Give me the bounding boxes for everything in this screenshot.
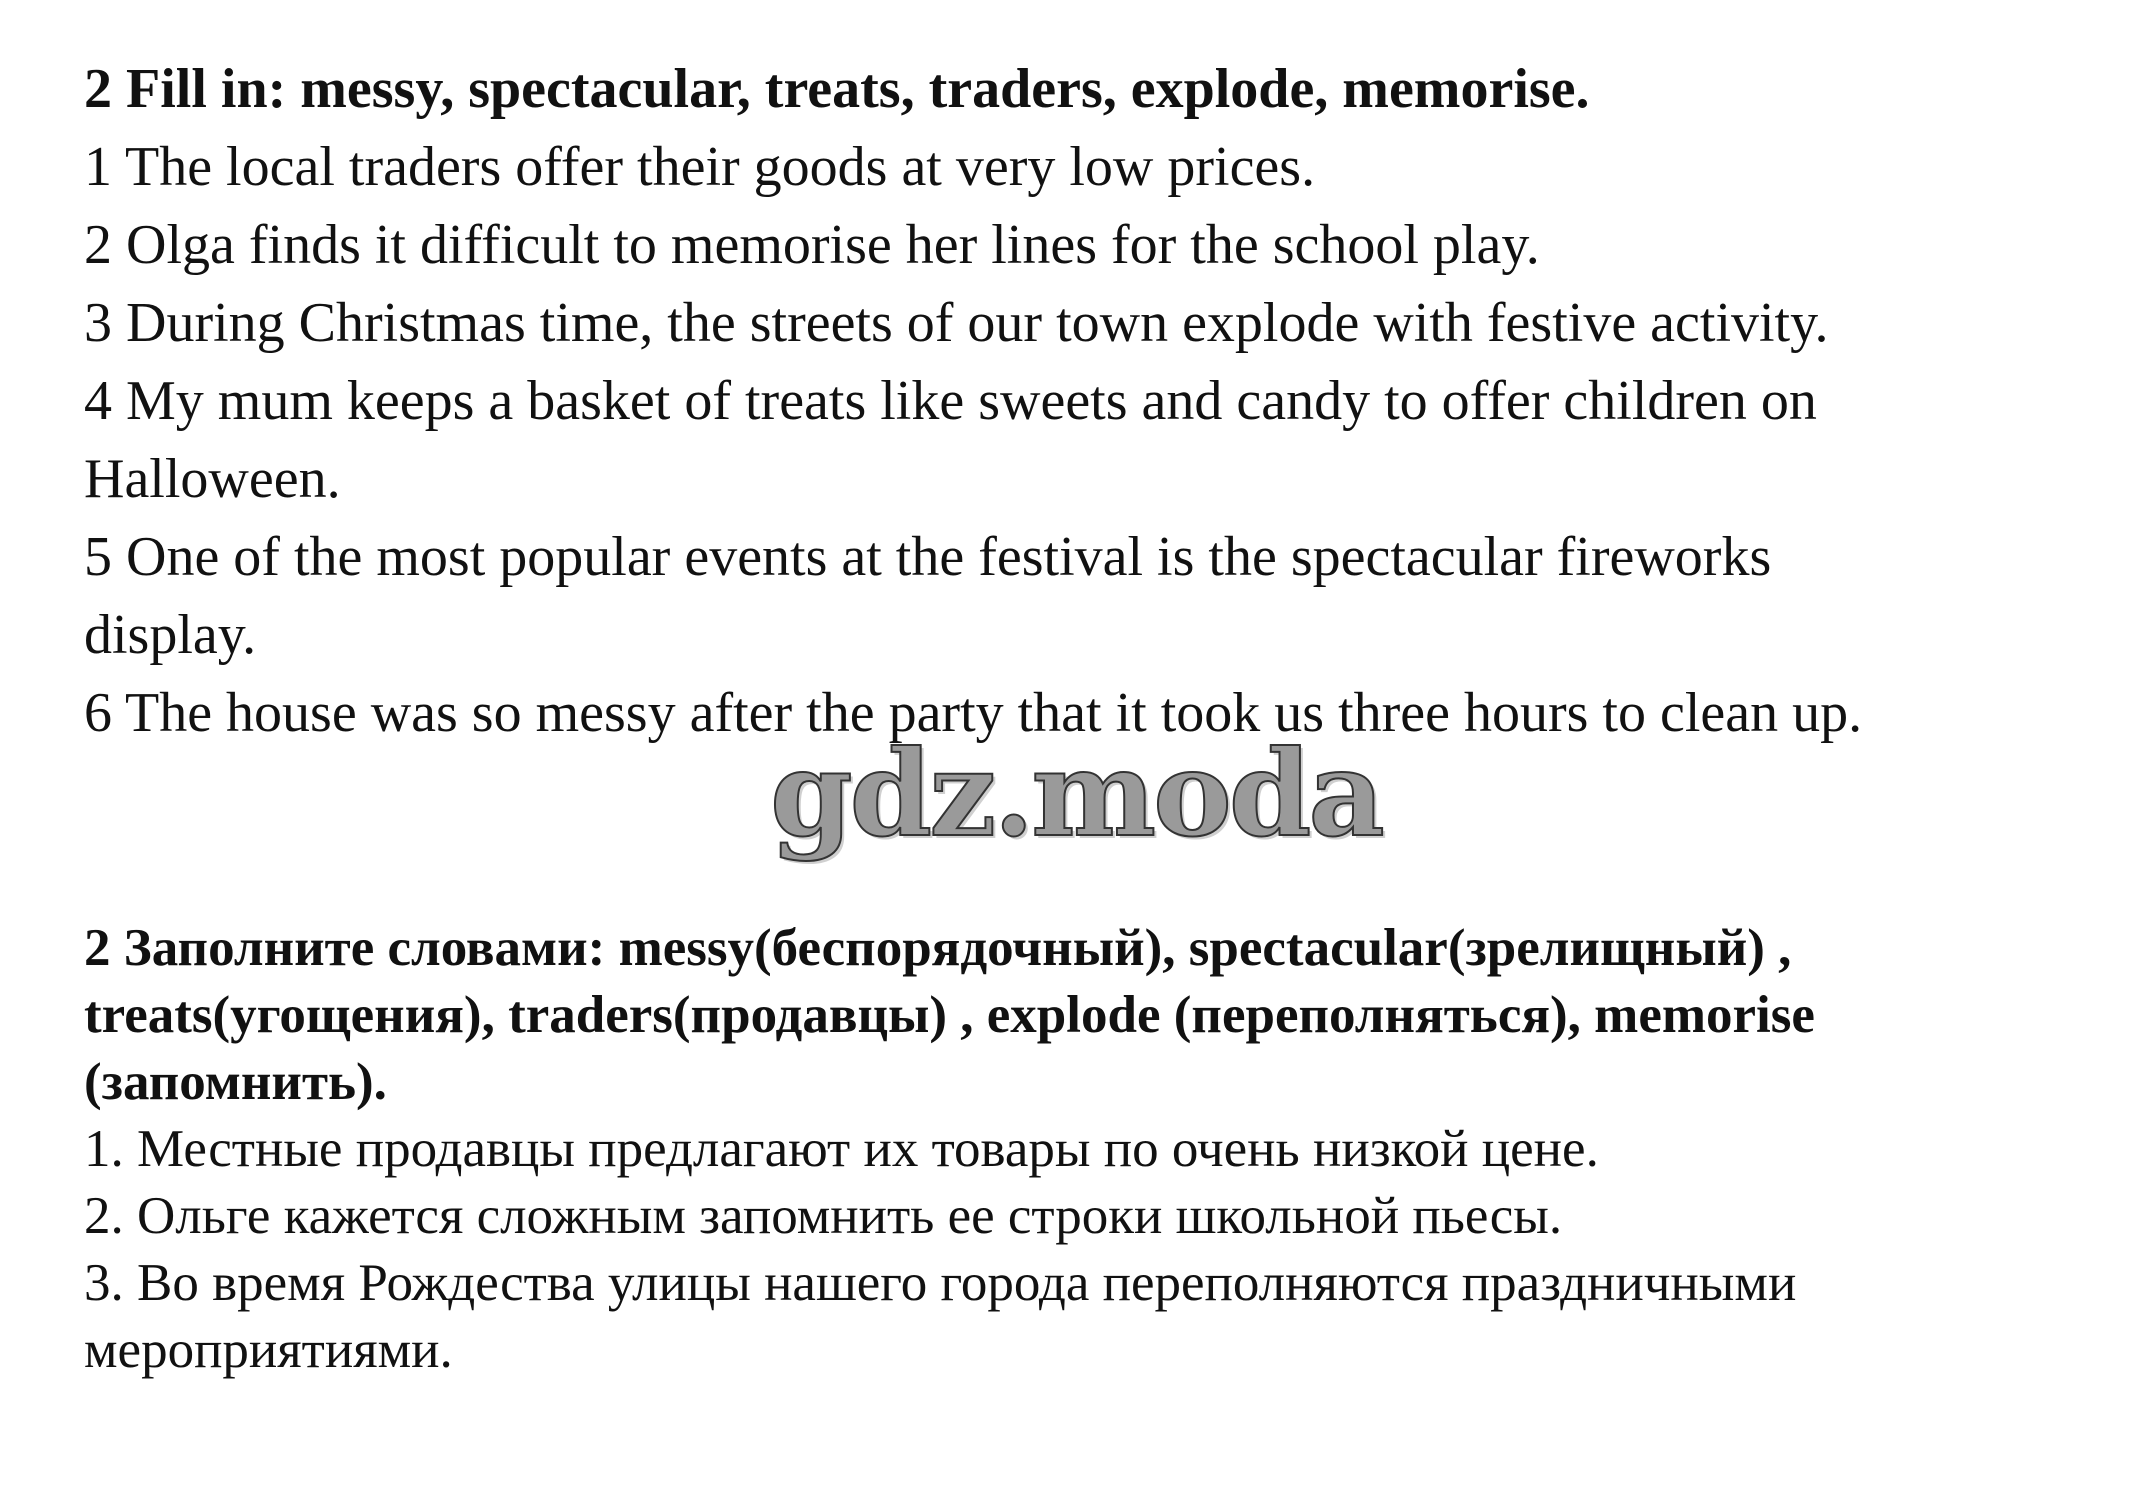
watermark-logo [0, 724, 2152, 863]
english-answer-4: 4 My mum keeps a basket of treats like sweets and candy to offer children on Halloween. [84, 370, 1817, 510]
english-answer-5: 5 One of the most popular events at the festival is the spectacular fireworks display. [84, 526, 1772, 666]
english-answers [84, 128, 2084, 752]
russian-exercise-title: 2 Заполните словами: messy(беспорядочный), spectacular(зрелищный) , treats(угощения), traders(продавцы) , explode (переполняться), memorise (запомнить). [84, 919, 1815, 1111]
english-answer-6: 6 The house was so messy after the party that it took us three hours to clean up. [84, 682, 1863, 744]
english-answer-2: 2 Olga finds it difficult to memorise her lines for the school play. [84, 214, 1540, 276]
watermark-text: gdz.moda [770, 724, 1382, 863]
russian-translation-1: 1. Местные продавцы предлагают их товары по очень низкой цене. [84, 1120, 1599, 1178]
english-answer-1: 1 The local traders offer their goods at very low prices. [84, 136, 1316, 198]
russian-translation-2: 2. Ольге кажется сложным запомнить ее строки школьной пьесы. [84, 1187, 1563, 1245]
english-exercise-title: 2 Fill in: messy, spectacular, treats, traders, explode, memorise. [84, 58, 1590, 120]
russian-translation-3: 3. Во время Рождества улицы нашего города переполняются праздничными мероприятиями. [84, 1254, 1797, 1379]
russian-translations [84, 1116, 2064, 1384]
english-answer-3: 3 During Christmas time, the streets of our town explode with festive activity. [84, 292, 1829, 354]
